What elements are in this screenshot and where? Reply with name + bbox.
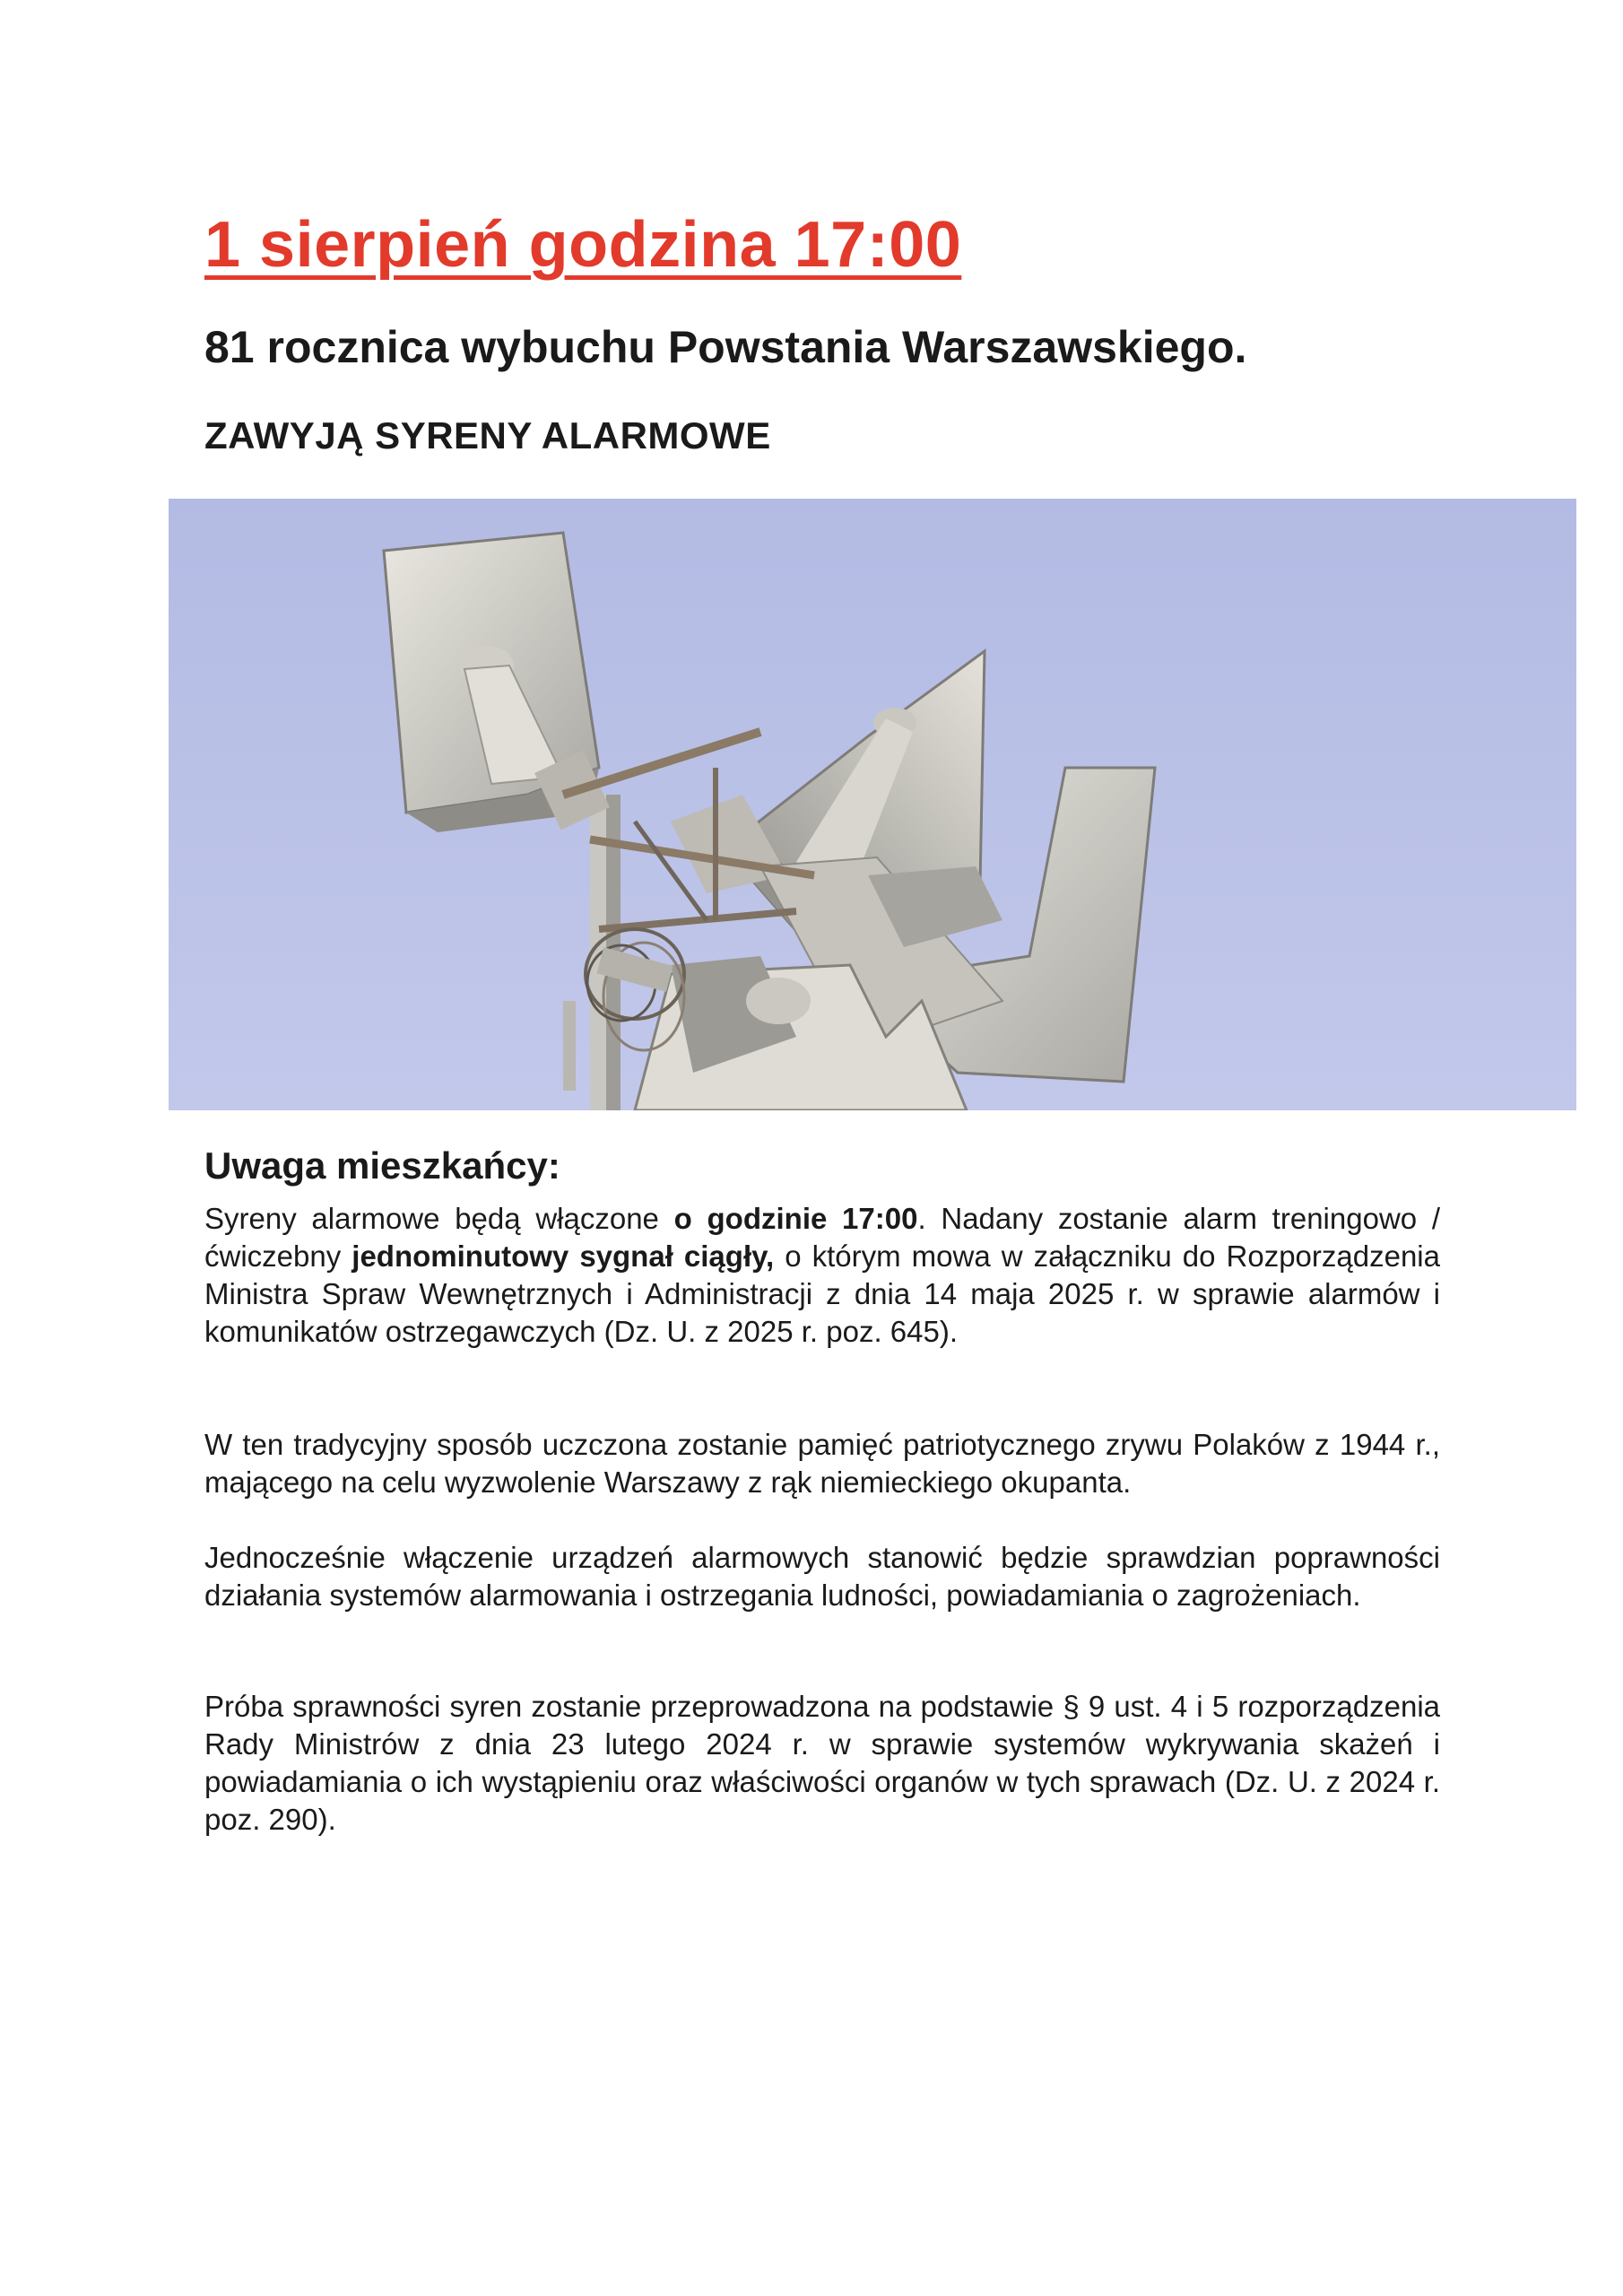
signal-emphasis: jednominutowy sygnał ciągły, (352, 1239, 775, 1273)
page-title: 1 sierpień godzina 17:00 (204, 209, 962, 281)
time-emphasis: o godzinie 17:00 (673, 1202, 918, 1235)
paragraph-text: o którym mowa w załączniku do Rozporządzenia Ministra Spraw Wewnętrznych i Administracji z dnia 14 maja 2025 r. w sprawie alarmów i komunikatów ostrzegawczych (Dz. U. z 2025 r. poz. 645). (204, 1239, 1440, 1348)
paragraph-legal-basis: Próba sprawności syren zostanie przeprowadzona na podstawie § 9 ust. 4 i 5 rozporządzenia Rady Ministrów z dnia 23 lutego 2024 r. w sprawie systemów wykrywania skażeń i powiadamiania o ich wystąpieniu oraz właściwości organów w tych sprawach (Dz. U. z 2024 r. poz. 290). (204, 1690, 1440, 1836)
paragraph-remembrance: W ten tradycyjny sposób uczczona zostanie pamięć patriotycznego zrywu Polaków z 1944 r., mającego na celu wyzwolenie Warszawy z rąk niemieckiego okupanta. (204, 1428, 1440, 1499)
residents-notice-heading: Uwaga mieszkańcy: (204, 1144, 560, 1187)
anniversary-subtitle: 81 rocznica wybuchu Powstania Warszawskiego. (204, 322, 1247, 372)
paragraph-text: . Nadany zostanie alarm treningowo / ćwiczebny (204, 1202, 1441, 1273)
paragraph-system-test: Jednocześnie włączenie urządzeń alarmowych stanowić będzie sprawdzian poprawności działania systemów alarmowania i ostrzegania ludności, powiadamiania o zagrożeniach. (204, 1541, 1440, 1612)
siren-horns-photo (169, 499, 1576, 1110)
sirens-alert-heading: ZAWYJĄ SYRENY ALARMOWE (204, 414, 771, 457)
paragraph-text: Syreny alarmowe będą włączone (204, 1202, 674, 1235)
paragraph-siren-schedule (204, 1200, 1440, 1351)
